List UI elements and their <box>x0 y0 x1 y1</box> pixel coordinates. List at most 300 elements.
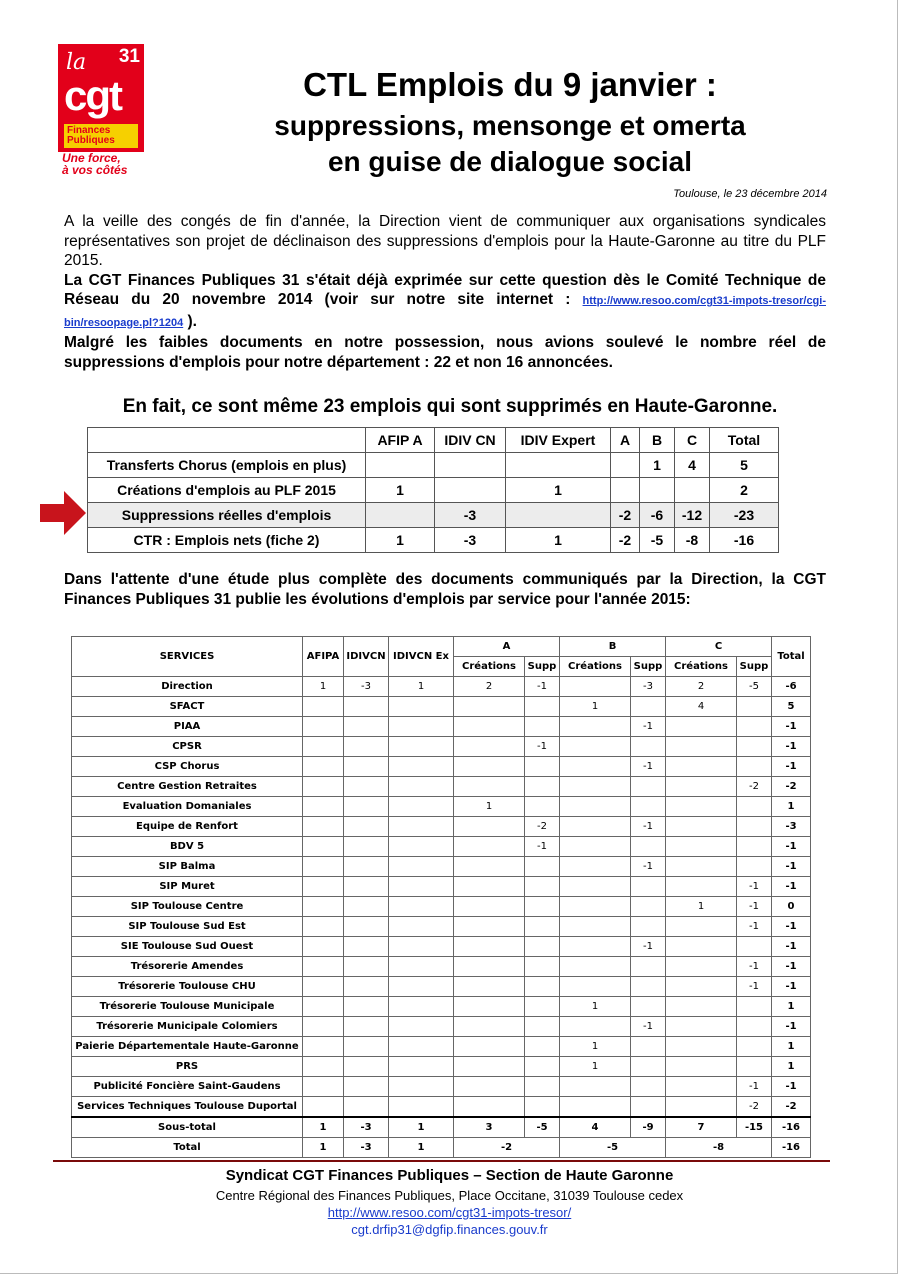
summary-cell: 1 <box>506 528 611 553</box>
service-cell <box>389 937 454 957</box>
service-cell: -2 <box>525 817 560 837</box>
summary-table-header <box>88 428 779 453</box>
subtotal-cell: -5 <box>525 1117 560 1138</box>
service-cell <box>344 717 389 737</box>
service-cell: -1 <box>631 817 666 837</box>
summary-cell: 1 <box>366 478 435 503</box>
table-row <box>72 1097 811 1118</box>
service-cell <box>525 1057 560 1077</box>
service-cell <box>389 897 454 917</box>
service-name: Centre Gestion Retraites <box>72 777 303 797</box>
table-row <box>72 997 811 1017</box>
summary-cell <box>435 478 506 503</box>
service-name: SIP Muret <box>72 877 303 897</box>
service-total: -1 <box>772 1077 811 1097</box>
summary-cell <box>611 453 640 478</box>
table-row <box>72 717 811 737</box>
subtotal-row <box>72 1117 811 1138</box>
service-cell <box>631 997 666 1017</box>
service-cell <box>560 1017 631 1037</box>
service-cell <box>344 877 389 897</box>
service-cell <box>666 817 737 837</box>
logo-finances-publiques: Finances Publiques <box>64 124 138 148</box>
service-cell <box>389 717 454 737</box>
service-cell <box>560 1077 631 1097</box>
service-cell <box>631 1057 666 1077</box>
service-cell <box>303 997 344 1017</box>
header-c: C <box>666 637 772 657</box>
service-name: Services Techniques Toulouse Duportal <box>72 1097 303 1118</box>
service-cell <box>344 1037 389 1057</box>
intro-paragraph-2-text: La CGT Finances Publiques 31 s'était déjà exprimée sur cette question dès le Comité Technique de Réseau du 20 novembre 2014 (voir sur notre site internet : <box>64 271 826 308</box>
service-cell <box>389 697 454 717</box>
service-name: PRS <box>72 1057 303 1077</box>
service-cell <box>454 817 525 837</box>
subtotal-cell: -3 <box>344 1117 389 1138</box>
table-row <box>72 757 811 777</box>
service-cell <box>303 1017 344 1037</box>
service-total: -1 <box>772 957 811 977</box>
service-cell <box>389 837 454 857</box>
summary-cell <box>675 478 710 503</box>
service-cell <box>631 877 666 897</box>
service-cell: -1 <box>737 977 772 997</box>
table-row <box>72 737 811 757</box>
summary-header-cell: B <box>640 428 675 453</box>
total-label: Total <box>72 1138 303 1158</box>
service-total: -6 <box>772 677 811 697</box>
service-cell <box>454 1077 525 1097</box>
intro-paragraph-1: A la veille des congés de fin d'année, la Direction vient de communiquer aux organisations syndicales représentatives son projet de déclinaison des suppressions d'emplois pour la Haute-Garonne au titre du PLF 2015. <box>64 213 826 269</box>
service-cell: 1 <box>560 1057 631 1077</box>
service-cell <box>631 1077 666 1097</box>
summary-cell: 1 <box>506 478 611 503</box>
service-cell: -1 <box>525 837 560 857</box>
summary-cell: -6 <box>640 503 675 528</box>
footer-email-link[interactable]: cgt.drfip31@dgfip.finances.gouv.fr <box>351 1222 548 1237</box>
service-cell <box>389 817 454 837</box>
service-cell <box>666 1097 737 1118</box>
service-cell <box>454 897 525 917</box>
table-row <box>72 777 811 797</box>
service-total: 0 <box>772 897 811 917</box>
header-idivcn: IDIVCN <box>344 637 389 677</box>
service-cell <box>344 857 389 877</box>
table-row <box>72 1037 811 1057</box>
page-subtitle-1: suppressions, mensonge et omerta <box>274 110 746 141</box>
service-name: Paierie Départementale Haute-Garonne <box>72 1037 303 1057</box>
service-total: -1 <box>772 917 811 937</box>
service-cell <box>303 777 344 797</box>
service-cell: -1 <box>631 717 666 737</box>
service-cell <box>344 837 389 857</box>
service-name: SFACT <box>72 697 303 717</box>
service-cell <box>666 1017 737 1037</box>
service-cell <box>303 917 344 937</box>
service-cell <box>303 877 344 897</box>
service-cell <box>737 1057 772 1077</box>
service-cell <box>666 1037 737 1057</box>
service-cell <box>631 957 666 977</box>
intro-paragraph-2-end: ). <box>187 312 197 330</box>
service-cell: -1 <box>631 1017 666 1037</box>
cgt-logo <box>58 44 144 176</box>
service-cell <box>666 977 737 997</box>
summary-cell <box>366 453 435 478</box>
service-cell <box>344 737 389 757</box>
service-name: Trésorerie Amendes <box>72 957 303 977</box>
service-cell <box>737 937 772 957</box>
service-cell <box>303 717 344 737</box>
total-cell: 1 <box>303 1138 344 1158</box>
service-cell <box>560 777 631 797</box>
service-name: Trésorerie Toulouse Municipale <box>72 997 303 1017</box>
summary-cell <box>506 503 611 528</box>
service-cell <box>737 1017 772 1037</box>
service-cell <box>560 957 631 977</box>
service-cell <box>344 1017 389 1037</box>
service-cell <box>666 797 737 817</box>
resoo-page-link[interactable]: http://www.resoo.com/cgt31-impots-tresor/cgi-bin/resoopage.pl?1204 <box>64 295 826 329</box>
subtotal-cell: 1 <box>389 1117 454 1138</box>
service-cell <box>454 757 525 777</box>
header-idivcn-ex: IDIVCN Ex <box>389 637 454 677</box>
summary-cell <box>611 478 640 503</box>
service-cell <box>631 1037 666 1057</box>
subtotal-label: Sous-total <box>72 1117 303 1138</box>
service-cell <box>454 957 525 977</box>
service-cell <box>344 997 389 1017</box>
service-cell <box>525 777 560 797</box>
service-cell <box>389 1097 454 1118</box>
summary-cell: -12 <box>675 503 710 528</box>
header-afipa: AFIPA <box>303 637 344 677</box>
service-cell <box>303 797 344 817</box>
logo-cgt: cgt <box>64 72 121 119</box>
total-cell: 1 <box>389 1138 454 1158</box>
service-cell <box>560 1097 631 1118</box>
service-cell <box>344 777 389 797</box>
header-services: SERVICES <box>72 637 303 677</box>
service-cell <box>737 817 772 837</box>
page-subtitle-2: en guise de dialogue social <box>327 146 693 177</box>
service-cell <box>389 997 454 1017</box>
table-row <box>72 677 811 697</box>
service-cell: 1 <box>303 677 344 697</box>
service-cell <box>666 917 737 937</box>
service-cell <box>454 997 525 1017</box>
table-row <box>72 837 811 857</box>
service-cell <box>631 977 666 997</box>
total-cell: -8 <box>666 1138 772 1158</box>
service-cell <box>454 777 525 797</box>
service-cell <box>454 917 525 937</box>
header-creations: Créations <box>560 657 631 677</box>
service-cell <box>303 937 344 957</box>
service-cell <box>666 757 737 777</box>
service-cell <box>303 1037 344 1057</box>
service-cell <box>303 837 344 857</box>
summary-header-cell <box>88 428 366 453</box>
service-cell <box>303 1077 344 1097</box>
red-arrow-icon <box>40 491 86 535</box>
service-cell <box>344 1077 389 1097</box>
service-cell <box>560 717 631 737</box>
service-name: Publicité Foncière Saint-Gaudens <box>72 1077 303 1097</box>
summary-cell: -3 <box>435 528 506 553</box>
subtotal-cell: -9 <box>631 1117 666 1138</box>
service-cell <box>303 737 344 757</box>
service-cell <box>560 797 631 817</box>
service-name: BDV 5 <box>72 837 303 857</box>
service-cell: -2 <box>737 1097 772 1118</box>
service-total: -1 <box>772 977 811 997</box>
summary-cell: 5 <box>710 453 779 478</box>
service-cell <box>303 1057 344 1077</box>
service-name: Direction <box>72 677 303 697</box>
service-cell <box>525 797 560 817</box>
service-cell <box>389 1037 454 1057</box>
table-row <box>72 917 811 937</box>
service-cell: 1 <box>389 677 454 697</box>
service-total: -1 <box>772 1017 811 1037</box>
service-cell <box>525 957 560 977</box>
service-cell: -1 <box>737 917 772 937</box>
service-cell: -5 <box>737 677 772 697</box>
intro-paragraph-2 <box>64 271 826 334</box>
service-cell <box>666 837 737 857</box>
service-cell <box>389 917 454 937</box>
service-name: CSP Chorus <box>72 757 303 777</box>
header-supp: Supp <box>525 657 560 677</box>
service-cell <box>344 937 389 957</box>
footer-address: Centre Régional des Finances Publiques, Place Occitane, 31039 Toulouse cedex <box>215 1188 684 1203</box>
service-cell: 1 <box>560 697 631 717</box>
subtotal-cell: -15 <box>737 1117 772 1138</box>
service-cell: -1 <box>737 897 772 917</box>
table-row <box>72 1057 811 1077</box>
service-total: 1 <box>772 797 811 817</box>
service-cell <box>389 737 454 757</box>
service-cell <box>631 837 666 857</box>
service-total: 1 <box>772 997 811 1017</box>
service-cell <box>560 817 631 837</box>
service-total: -3 <box>772 817 811 837</box>
service-cell <box>454 717 525 737</box>
service-cell <box>560 897 631 917</box>
service-cell: 1 <box>666 897 737 917</box>
table-row <box>72 697 811 717</box>
service-cell <box>344 977 389 997</box>
subtotal-cell: -16 <box>772 1117 811 1138</box>
service-cell <box>737 717 772 737</box>
summary-cell: 4 <box>675 453 710 478</box>
service-cell <box>454 1037 525 1057</box>
service-cell <box>389 857 454 877</box>
service-name: SIP Balma <box>72 857 303 877</box>
service-cell <box>631 917 666 937</box>
service-cell <box>666 857 737 877</box>
summary-cell: -8 <box>675 528 710 553</box>
service-total: -2 <box>772 1097 811 1118</box>
service-cell: -3 <box>344 677 389 697</box>
service-cell <box>454 737 525 757</box>
summary-cell <box>435 453 506 478</box>
total-cell: -2 <box>454 1138 560 1158</box>
service-cell <box>737 757 772 777</box>
service-cell <box>666 737 737 757</box>
service-cell <box>389 1057 454 1077</box>
total-row <box>72 1138 811 1158</box>
section-heading: En fait, ce sont même 23 emplois qui sont supprimés en Haute-Garonne. <box>122 396 778 417</box>
service-cell <box>560 977 631 997</box>
table-row <box>72 797 811 817</box>
service-cell <box>560 917 631 937</box>
service-cell <box>560 937 631 957</box>
service-cell <box>344 1097 389 1118</box>
service-name: SIP Toulouse Centre <box>72 897 303 917</box>
service-cell <box>344 817 389 837</box>
intro-paragraph-3: Malgré les faibles documents en notre possession, nous avions soulevé le nombre réel de suppressions d'emplois pour notre département : 22 et non 16 annoncées. <box>64 334 826 371</box>
service-name: CPSR <box>72 737 303 757</box>
summary-table <box>87 427 779 553</box>
service-cell <box>631 697 666 717</box>
service-cell <box>631 737 666 757</box>
service-cell: 2 <box>666 677 737 697</box>
service-cell <box>737 737 772 757</box>
service-cell <box>344 697 389 717</box>
service-cell <box>454 837 525 857</box>
header-supp: Supp <box>737 657 772 677</box>
service-cell <box>389 957 454 977</box>
service-total: 5 <box>772 697 811 717</box>
summary-cell: 2 <box>710 478 779 503</box>
service-cell <box>525 877 560 897</box>
table-row <box>72 897 811 917</box>
summary-cell <box>366 503 435 528</box>
service-cell: -1 <box>525 737 560 757</box>
service-cell <box>560 877 631 897</box>
service-cell <box>344 957 389 977</box>
total-cell: -16 <box>772 1138 811 1158</box>
total-cell: -5 <box>560 1138 666 1158</box>
service-cell: -1 <box>631 937 666 957</box>
summary-table-row <box>88 528 779 553</box>
summary-cell: -23 <box>710 503 779 528</box>
service-cell: 1 <box>560 997 631 1017</box>
service-cell <box>666 957 737 977</box>
service-cell <box>303 897 344 917</box>
service-cell <box>303 957 344 977</box>
services-table <box>71 636 811 1158</box>
summary-header-cell: C <box>675 428 710 453</box>
service-total: -1 <box>772 937 811 957</box>
service-cell <box>303 1097 344 1118</box>
logo-la: la <box>66 50 87 75</box>
service-cell <box>344 917 389 937</box>
service-cell <box>525 717 560 737</box>
service-cell <box>303 977 344 997</box>
service-cell <box>666 877 737 897</box>
service-cell <box>737 837 772 857</box>
header-a: A <box>454 637 560 657</box>
service-cell <box>666 777 737 797</box>
service-cell <box>454 857 525 877</box>
service-cell <box>666 1077 737 1097</box>
service-cell <box>525 897 560 917</box>
summary-cell: -5 <box>640 528 675 553</box>
summary-header-cell: Total <box>710 428 779 453</box>
service-cell <box>631 897 666 917</box>
summary-cell: -2 <box>611 528 640 553</box>
subtotal-cell: 1 <box>303 1117 344 1138</box>
service-cell <box>525 977 560 997</box>
table-row <box>72 977 811 997</box>
table-row <box>72 817 811 837</box>
summary-cell: 1 <box>366 528 435 553</box>
summary-cell: 1 <box>640 453 675 478</box>
logo-number: 31 <box>118 46 140 67</box>
service-cell <box>737 857 772 877</box>
service-cell: 1 <box>560 1037 631 1057</box>
summary-table-row <box>88 453 779 478</box>
service-cell <box>303 857 344 877</box>
service-total: -1 <box>772 737 811 757</box>
summary-table-row <box>88 478 779 503</box>
summary-row-label: CTR : Emplois nets (fiche 2) <box>88 528 366 553</box>
service-cell <box>525 1017 560 1037</box>
service-cell <box>454 1017 525 1037</box>
service-cell <box>454 877 525 897</box>
document-date: Toulouse, le 23 décembre 2014 <box>673 188 827 200</box>
service-cell: -1 <box>737 877 772 897</box>
page-title: CTL Emplois du 9 janvier : <box>303 66 717 103</box>
service-cell <box>666 717 737 737</box>
table-row <box>72 937 811 957</box>
service-cell <box>525 1037 560 1057</box>
footer-union-name: Syndicat CGT Finances Publiques – Section de Haute Garonne <box>225 1167 674 1184</box>
summary-header-cell: IDIV Expert <box>506 428 611 453</box>
service-cell <box>389 1077 454 1097</box>
service-cell <box>560 737 631 757</box>
service-cell <box>303 757 344 777</box>
subtotal-cell: 7 <box>666 1117 737 1138</box>
service-cell <box>525 937 560 957</box>
service-cell: -1 <box>525 677 560 697</box>
table-row <box>72 877 811 897</box>
summary-cell: -2 <box>611 503 640 528</box>
services-table-header-top <box>72 637 811 657</box>
table-row <box>72 1017 811 1037</box>
service-cell <box>344 1057 389 1077</box>
service-cell: 1 <box>454 797 525 817</box>
service-cell <box>525 1097 560 1118</box>
service-cell <box>454 1057 525 1077</box>
header-creations: Créations <box>454 657 525 677</box>
service-cell: -1 <box>631 757 666 777</box>
service-cell <box>389 877 454 897</box>
logo-slogan <box>62 152 127 176</box>
service-cell <box>344 797 389 817</box>
subtotal-cell: 4 <box>560 1117 631 1138</box>
service-cell: -1 <box>631 857 666 877</box>
summary-header-cell: IDIV CN <box>435 428 506 453</box>
total-cell: -3 <box>344 1138 389 1158</box>
service-total: -1 <box>772 857 811 877</box>
service-cell <box>303 697 344 717</box>
service-cell <box>666 997 737 1017</box>
footer-url-link[interactable]: http://www.resoo.com/cgt31-impots-tresor/ <box>327 1205 572 1220</box>
